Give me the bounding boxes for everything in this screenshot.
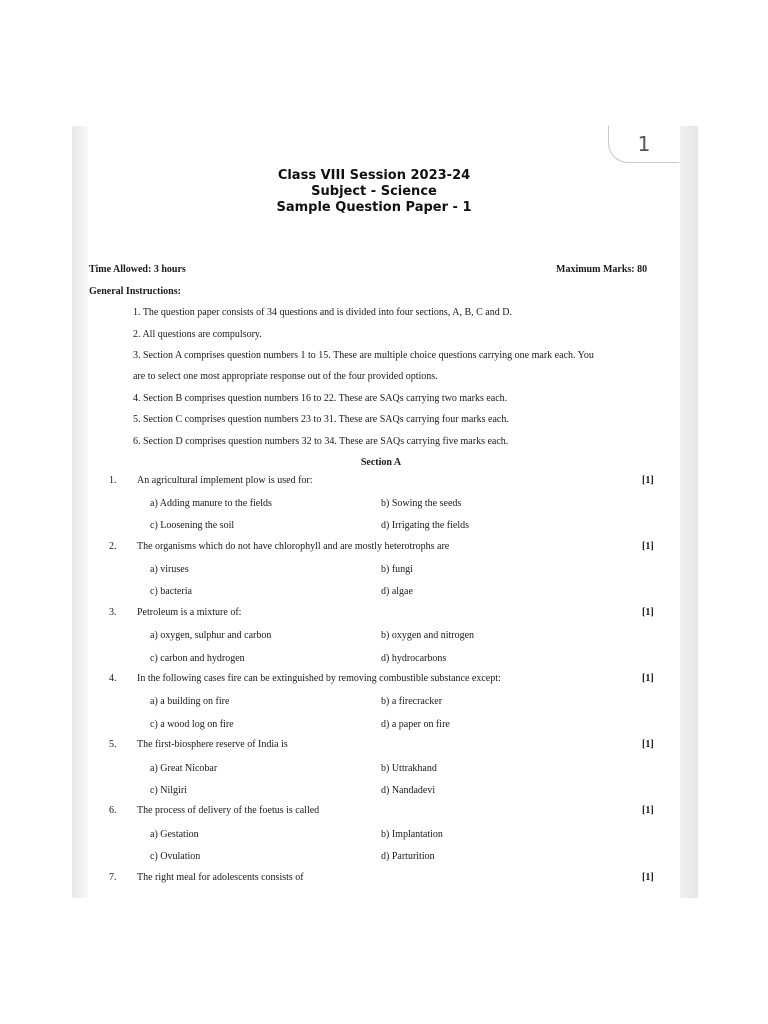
question-marks: [1]	[642, 475, 654, 486]
question-marks: [1]	[642, 739, 654, 750]
maximum-marks: Maximum Marks: 80	[556, 264, 648, 275]
question-marks: [1]	[642, 541, 654, 552]
option-c: c) Loosening the soil	[150, 520, 235, 531]
paper-title-class: Class VIII Session 2023-24	[277, 168, 471, 183]
question-number: 4.	[109, 673, 117, 684]
option-b: b) Implantation	[381, 829, 443, 840]
question-text: In the following cases fire can be extinguished by removing combustible substance except:	[137, 673, 501, 684]
instruction-line: 4. Section B comprises question numbers 16 to 22. These are SAQs carrying two marks each.	[133, 393, 508, 404]
option-a: a) a building on fire	[150, 696, 230, 707]
instruction-line: 1. The question paper consists of 34 questions and is divided into four sections, A, B, C and D.	[133, 307, 512, 318]
section-title: Section A	[360, 457, 402, 468]
option-b: b) Uttrakhand	[381, 763, 437, 774]
question-marks: [1]	[642, 607, 654, 618]
option-c: c) carbon and hydrogen	[150, 653, 245, 664]
paper-title-sample: Sample Question Paper - 1	[276, 200, 472, 215]
option-c: c) a wood log on fire	[150, 719, 234, 730]
question-text: The right meal for adolescents consists of	[137, 872, 304, 883]
option-d: d) Parturition	[381, 851, 435, 862]
option-b: b) a firecracker	[381, 696, 443, 707]
instruction-line: 2. All questions are compulsory.	[133, 329, 262, 340]
question-number: 5.	[109, 739, 117, 750]
instruction-line: 6. Section D comprises question numbers 32 to 34. These are SAQs carrying five marks each.	[133, 436, 509, 447]
question-marks: [1]	[642, 872, 654, 883]
question-number: 6.	[109, 805, 117, 816]
option-d: d) a paper on fire	[381, 719, 450, 730]
instruction-line: 3. Section A comprises question numbers 1 to 15. These are multiple choice questions carrying one mark each. You	[133, 350, 594, 361]
option-a: a) Great Nicobar	[150, 763, 218, 774]
time-allowed: Time Allowed: 3 hours	[89, 264, 186, 275]
option-b: b) fungi	[381, 564, 413, 575]
question-number: 1.	[109, 475, 117, 486]
option-c: c) Nilgiri	[150, 785, 187, 796]
paper-title-subject: Subject - Science	[311, 184, 437, 199]
question-text: The first-biosphere reserve of India is	[137, 739, 288, 750]
question-number: 2.	[109, 541, 117, 552]
option-c: c) bacteria	[150, 586, 192, 597]
option-a: a) Adding manure to the fields	[150, 498, 272, 509]
option-b: b) Sowing the seeds	[381, 498, 462, 509]
page-number-indicator: 1	[608, 126, 679, 163]
instruction-line: 5. Section C comprises question numbers 23 to 31. These are SAQs carrying four marks each.	[133, 414, 509, 425]
option-d: d) Nandadevi	[381, 785, 436, 796]
question-text: The organisms which do not have chlorophyll and are mostly heterotrophs are	[137, 541, 450, 552]
option-d: d) algae	[381, 586, 413, 597]
general-instructions-heading: General Instructions:	[89, 286, 181, 297]
option-d: d) hydrocarbons	[381, 653, 447, 664]
instruction-line: are to select one most appropriate response out of the four provided options.	[133, 371, 438, 382]
question-marks: [1]	[642, 805, 654, 816]
question-number: 3.	[109, 607, 117, 618]
option-a: a) oxygen, sulphur and carbon	[150, 630, 272, 641]
question-text: The process of delivery of the foetus is called	[137, 805, 320, 816]
document-page	[88, 126, 680, 898]
option-c: c) Ovulation	[150, 851, 201, 862]
question-text: Petroleum is a mixture of:	[137, 607, 242, 618]
option-d: d) Irrigating the fields	[381, 520, 470, 531]
question-text: An agricultural implement plow is used for:	[137, 475, 313, 486]
question-marks: [1]	[642, 673, 654, 684]
option-a: a) viruses	[150, 564, 189, 575]
question-number: 7.	[109, 872, 117, 883]
option-b: b) oxygen and nitrogen	[381, 630, 475, 641]
option-a: a) Gestation	[150, 829, 199, 840]
